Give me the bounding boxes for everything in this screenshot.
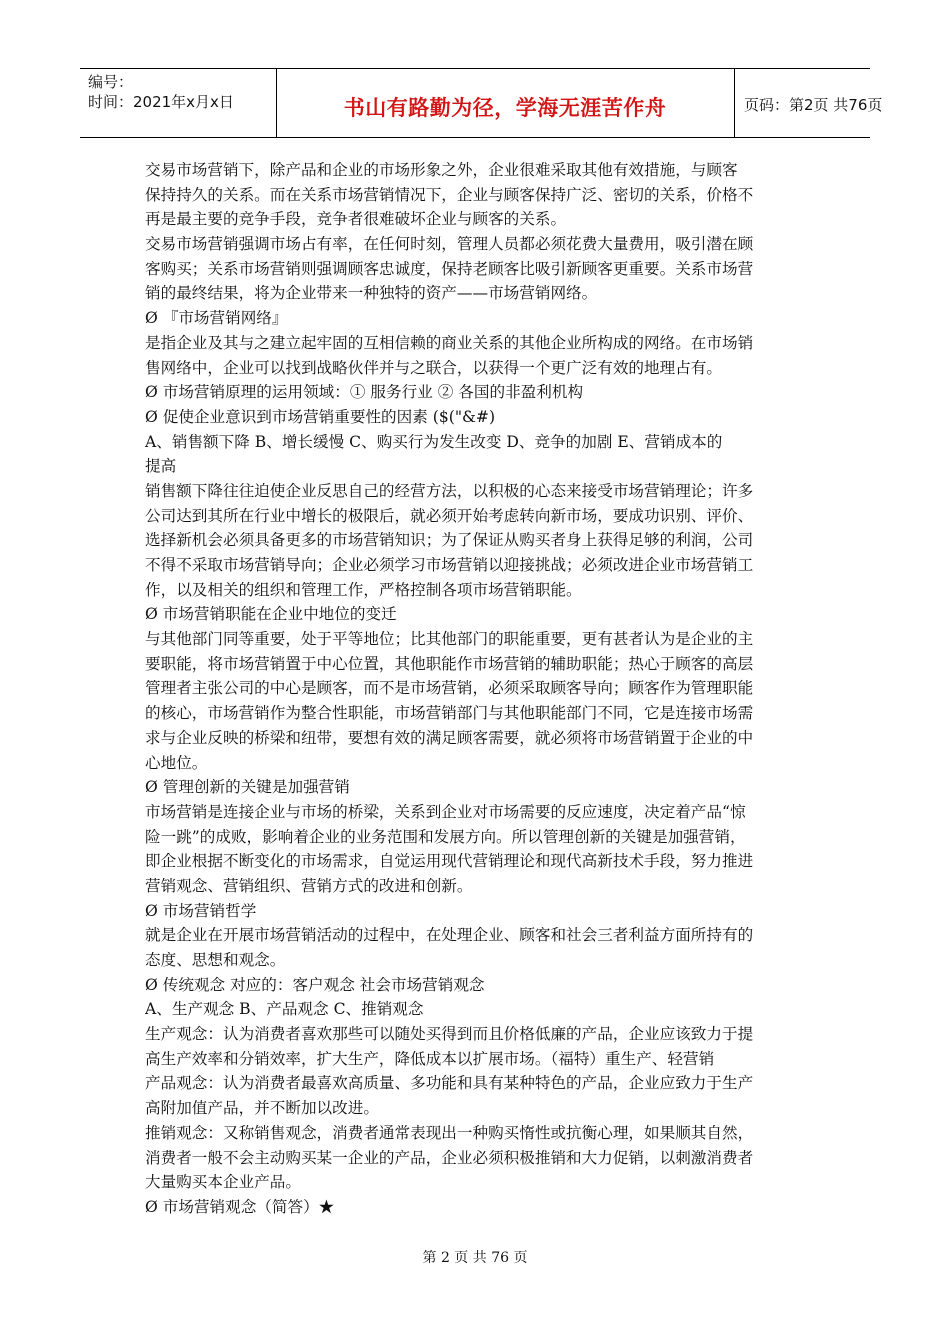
text-line: 要职能，将市场营销置于中心位置，其他职能作市场营销的辅助职能；热心于顾客的高层 [145,654,754,673]
document-date-label: 时间：2021年x月x日 [88,93,234,111]
text-line: 不得不采取市场营销导向；企业必须学习市场营销以迎接挑战；必须改进企业市场营销工 [145,556,754,574]
text-line: 交易市场营销下，除产品和企业的市场形象之外，企业很难采取其他有效措施，与顾客 [145,161,738,179]
text-line: 消费者一般不会主动购买某一企业的产品，企业必须积极推销和大力促销，以刺激消费者 [145,1148,754,1167]
text-line: Ø 市场营销职能在企业中地位的变迁 [145,605,397,624]
text-line: 高附加值产品，并不断加以改进。 [145,1099,379,1118]
text-line: Ø 市场营销观念（简答）★ [145,1197,335,1216]
text-line: 是指企业及其与之建立起牢固的互相信赖的商业关系的其他企业所构成的网络。在市场销 [145,333,754,352]
header-motto-cell [276,69,735,137]
text-line: 的核心，市场营销作为整合性职能，市场营销部门与其他职能部门不同，它是连接市场需 [145,704,754,723]
page-header [80,68,883,138]
text-line: 售网络中，企业可以找到战略伙伴并与之联合，以获得一个更广泛有效的地理占有。 [145,358,722,377]
header-page-number: 页码：第2页 共76页 [744,96,883,114]
text-line: Ø 市场营销原理的运用领域：① 服务行业 ② 各国的非盈利机构 [145,383,584,402]
text-line: 就是企业在开展市场营销活动的过程中，在处理企业、顾客和社会三者利益方面所持有的 [145,926,754,945]
text-line: 公司达到其所在行业中增长的极限后，就必须开始考虑转向新市场，要成功识别、评价、 [145,506,754,525]
text-line: 再是最主要的竞争手段，竞争者很难破坏企业与顾客的关系。 [145,210,567,229]
text-line: Ø 『市场营销网络』 [145,309,288,328]
text-line: Ø 管理创新的关键是加强营销 [145,778,350,797]
text-line: 即企业根据不断变化的市场需求，自觉运用现代营销理论和现代高新技术手段，努力推进 [145,852,754,871]
text-line: 求与企业反映的桥梁和纽带，要想有效的满足顾客需要，就必须将市场营销置于企业的中 [145,728,754,747]
text-line: 产品观念：认为消费者最喜欢高质量、多功能和具有某种特色的产品，企业应致力于生产 [145,1074,754,1093]
text-line: 营销观念、营销组织、营销方式的改进和创新。 [145,876,473,895]
text-line: 销的最终结果，将为企业带来一种独特的资产——市场营销网络。 [145,284,598,303]
document-number-label: 编号： [88,73,134,91]
text-line: 提高 [145,457,177,476]
text-line: 险一跳”的成败，影响着企业的业务范围和发展方向。所以管理创新的关键是加强营销， [145,827,746,846]
document-body [145,158,810,1220]
text-line: 客购买；关系市场营销则强调顾客忠诚度，保持老顾客比吸引新顾客更重要。关系市场营 [145,259,754,278]
text-line: Ø 传统观念 对应的：客户观念 社会市场营销观念 [145,975,485,994]
header-motto: 书山有路勤为径，学海无涯苦作舟 [343,96,667,120]
header-page-cell [734,69,883,137]
text-line: 与其他部门同等重要，处于平等地位；比其他部门的职能重要，更有甚者认为是企业的主 [145,630,754,649]
text-line: 保持持久的关系。而在关系市场营销情况下，企业与顾客保持广泛、密切的关系，价格不 [145,185,754,204]
text-line: Ø 市场营销哲学 [145,901,257,920]
text-line: 高生产效率和分销效率，扩大生产，降低成本以扩展市场。（福特）重生产、轻营销 [145,1049,715,1068]
header-meta-cell [80,69,277,137]
text-line: 生产观念：认为消费者喜欢那些可以随处买得到而且价格低廉的产品，企业应该致力于提 [145,1025,754,1044]
text-line: A、销售额下降 B、增长缓慢 C、购买行为发生改变 D、竞争的加剧 E、营销成本的 [145,432,723,451]
text-line: 心地位。 [145,753,208,772]
text-line: 作，以及相关的组织和管理工作，严格控制各项市场营销职能。 [145,580,582,599]
text-line: Ø 促使企业意识到市场营销重要性的因素 ($("&#) [145,407,496,426]
text-line: 销售额下降往往迫使企业反思自己的经营方法，以积极的心态来接受市场营销理论；许多 [145,481,754,500]
text-line: 推销观念：又称销售观念，消费者通常表现出一种购买惰性或抗衡心理，如果顺其自然， [145,1123,754,1142]
text-line: 管理者主张公司的中心是顾客，而不是市场营销，必须采取顾客导向；顾客作为管理职能 [145,679,754,698]
text-line: 交易市场营销强调市场占有率，在任何时刻，管理人员都必须花费大量费用，吸引潜在顾 [145,235,754,254]
text-line: 选择新机会必须具备更多的市场营销知识；为了保证从购买者身上获得足够的利润，公司 [145,531,754,550]
page-footer: 第 2 页 共 76 页 [422,1250,528,1266]
text-line: 市场营销是连接企业与市场的桥梁，关系到企业对市场需要的反应速度，决定着产品“惊 [145,802,746,821]
text-line: A、生产观念 B、产品观念 C、推销观念 [145,1000,424,1019]
text-line: 大量购买本企业产品。 [145,1173,301,1192]
text-line: 态度、思想和观念。 [145,951,286,969]
